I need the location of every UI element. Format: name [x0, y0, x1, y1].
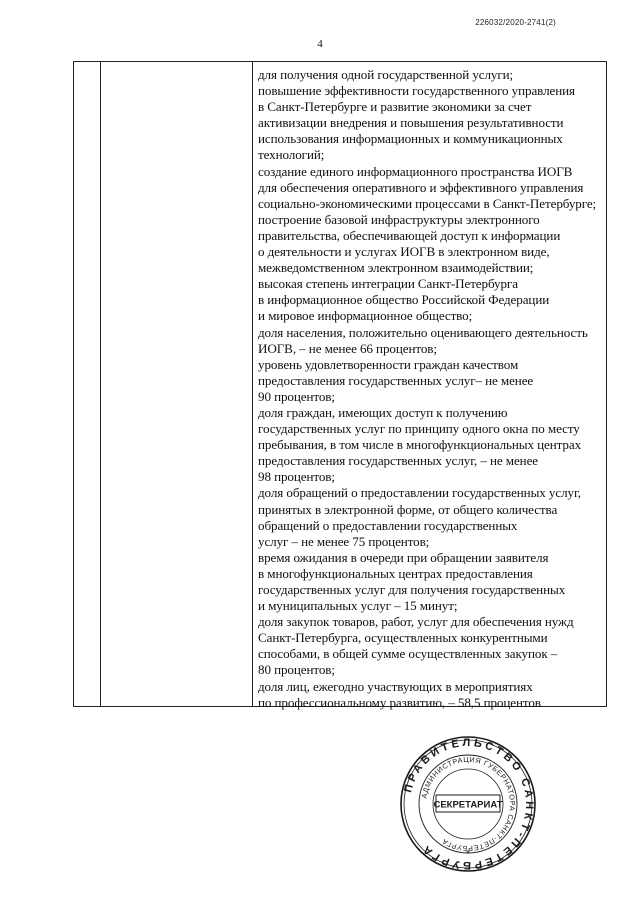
text-line: уровень удовлетворенности граждан качеством	[258, 356, 519, 372]
text-line: принятых в электронной форме, от общего количества	[258, 501, 558, 517]
seal-inner-text: АДМИНИСТРАЦИЯ ГУБЕРНАТОРА САНКТ-ПЕТЕРБУРГА	[419, 754, 518, 854]
text-line: пребывания, в том числе в многофункциональных центрах	[258, 437, 582, 453]
text-line: межведомственном электронном взаимодействии;	[258, 260, 534, 276]
text-line: о деятельности и услугах ИОГВ в электронном виде,	[258, 244, 550, 260]
text-line: предоставления государственных услуг, – не менее	[258, 453, 539, 469]
table-column-divider	[252, 62, 253, 706]
text-line: повышение эффективности государственного управления	[258, 83, 575, 99]
document-registration-number: 226032/2020-2741(2)	[475, 18, 556, 27]
text-line: Санкт-Петербурга, осуществленных конкурентными	[258, 630, 548, 646]
text-line: высокая степень интеграции Санкт-Петербурга	[258, 276, 518, 292]
text-line: в информационное общество Российской Федерации	[258, 292, 550, 308]
table-cell-indicators	[258, 67, 604, 711]
text-line: социально-экономическими процессами в Санкт-Петербурге;	[258, 195, 597, 211]
text-line: 98 процентов;	[258, 469, 335, 485]
text-line: и мировое информационное общество;	[258, 308, 473, 324]
text-line: 90 процентов;	[258, 388, 335, 404]
text-line: использования информационных и коммуникационных	[258, 131, 563, 147]
text-line: государственных услуг для получения государственных	[258, 582, 566, 597]
text-line: в многофункциональных центрах предоставления	[258, 565, 533, 581]
text-line: обращений о предоставлении государственных	[258, 517, 518, 533]
document-table	[73, 61, 607, 710]
text-line: доля населения, положительно оценивающего деятельность	[258, 324, 588, 340]
text-line: по профессиональному развитию, – 58,5 процентов	[258, 694, 541, 710]
seal-star: *	[466, 849, 470, 860]
text-line: доля закупок товаров, работ, услуг для обеспечения нужд	[258, 614, 574, 630]
text-line: активизации внедрения и повышения результативности	[258, 115, 564, 131]
text-line: правительства, обеспечивающей доступ к информации	[258, 227, 561, 243]
text-line: для обеспечения оперативного и эффективного управления	[258, 179, 584, 195]
seal-center-label: СЕКРЕТАРИАТ	[433, 799, 503, 811]
page-number: 4	[317, 38, 323, 50]
text-line: доля лиц, ежегодно участвующих в мероприятиях	[258, 678, 533, 694]
official-seal-stamp	[398, 734, 538, 874]
seal-graphic	[398, 734, 538, 874]
text-line: доля обращений о предоставлении государственных услуг,	[258, 485, 581, 501]
text-line: создание единого информационного пространства ИОГВ	[258, 163, 573, 179]
text-line: технологий;	[258, 147, 325, 163]
text-line: для получения одной государственной услуги;	[258, 67, 514, 82]
text-line: 80 процентов;	[258, 662, 335, 678]
text-line: способами, в общей сумме осуществленных закупок –	[258, 646, 558, 662]
text-line: услуг – не менее 75 процентов;	[258, 533, 430, 549]
text-line: предоставления государственных услуг– не менее	[258, 372, 534, 388]
text-line: в Санкт-Петербурге и развитие экономики за счет	[258, 99, 532, 115]
seal-outer-text: ПРАВИТЕЛЬСТВО САНКТ-ПЕТЕРБУРГА	[402, 736, 536, 872]
text-line: государственных услуг по принципу одного окна по месту	[258, 421, 580, 437]
table-column-divider	[100, 62, 101, 706]
text-line: построение базовой инфраструктуры электронного	[258, 211, 540, 227]
text-line: время ожидания в очереди при обращении заявителя	[258, 549, 549, 565]
text-line: и муниципальных услуг – 15 минут;	[258, 598, 458, 614]
text-line: ИОГВ, – не менее 66 процентов;	[258, 340, 437, 356]
text-line: доля граждан, имеющих доступ к получению	[258, 404, 508, 420]
